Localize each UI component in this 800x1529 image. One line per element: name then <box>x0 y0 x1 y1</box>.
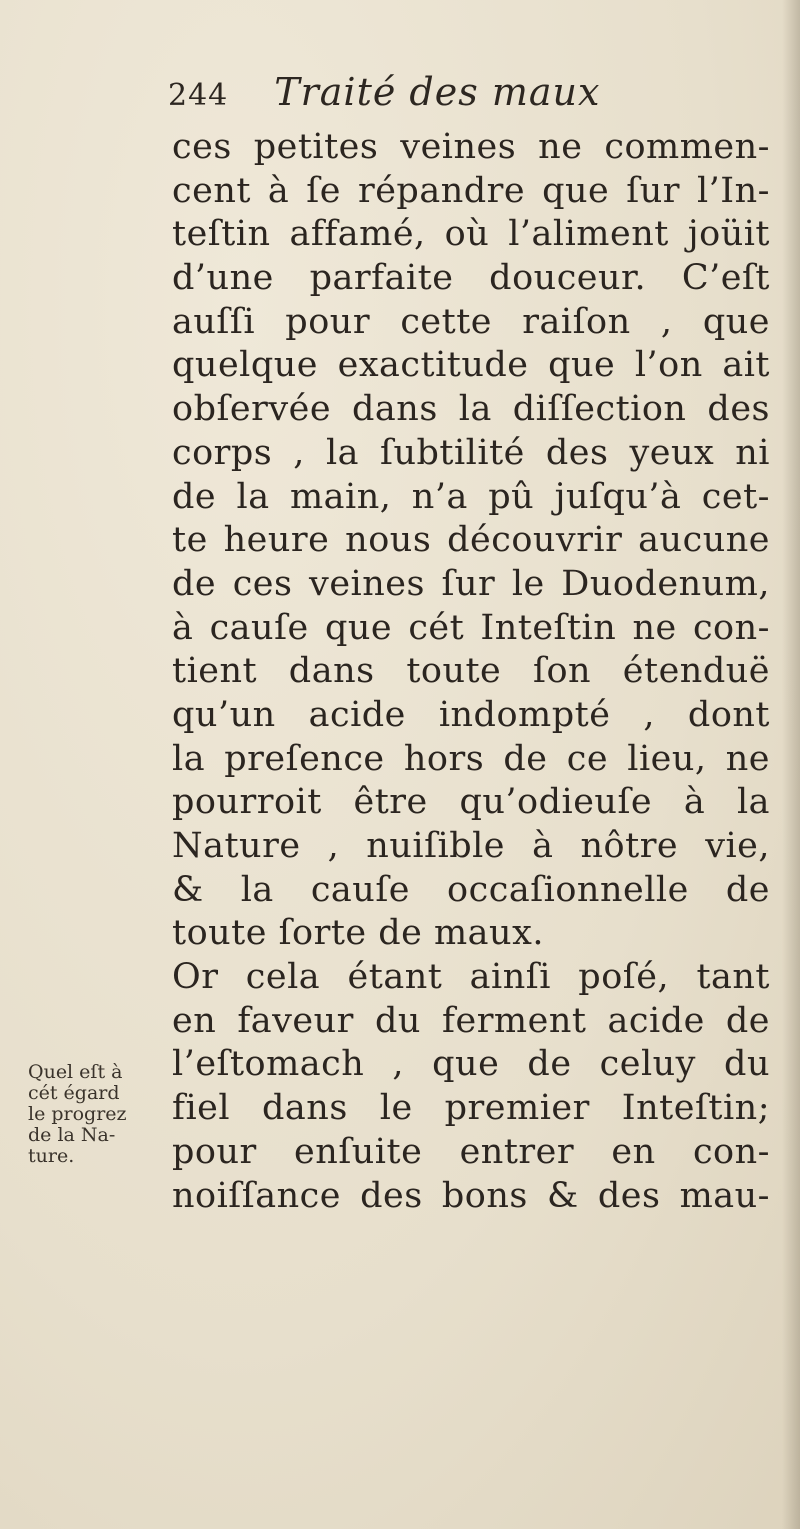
text-line: obſervée dans la diſſection des <box>172 389 770 430</box>
text-line: tient dans toute ſon étenduë <box>172 651 770 692</box>
text-line: de la main, n’a pû juſqu’à cet- <box>172 476 770 517</box>
text-line: à cauſe que cét Inteſtin ne con- <box>172 607 770 648</box>
text-line: ces petites veines ne commen- <box>172 127 770 167</box>
text-line: d’une parfaite douceur. C’eſt <box>172 258 770 299</box>
text-line: fiel dans le premier Inteſtin; <box>172 1088 770 1129</box>
text-line: & la cauſe occaſionnelle de <box>172 869 770 910</box>
text-line: noiſſance des bons & des mau- <box>172 1175 770 1216</box>
text-line: en faveur du ferment acide de <box>172 1000 770 1041</box>
page-number: 244 <box>168 78 229 113</box>
page-header <box>168 70 600 120</box>
text-line: Or cela étant ainſi poſé, tant <box>172 957 770 998</box>
text-line: pourroit être qu’odieuſe à la <box>172 782 770 823</box>
text-line: pour enſuite entrer en con- <box>172 1131 770 1172</box>
body-text <box>172 126 770 1218</box>
running-title: Traité des maux <box>274 70 601 114</box>
text-line: qu’un acide indompté , dont <box>172 694 770 735</box>
text-line: cent à ſe répandre que ſur l’In- <box>172 170 770 211</box>
text-line: la preſence hors de ce lieu, ne <box>172 738 770 779</box>
margin-note-line: de la Na- <box>28 1124 116 1146</box>
text-line: teſtin affamé, où l’aliment joüit <box>172 214 770 255</box>
margin-note-line: cét égard <box>28 1082 120 1104</box>
text-line: toute ſorte de maux. <box>172 913 544 954</box>
text-line: Nature , nuiſible à nôtre vie, <box>172 826 770 866</box>
margin-note <box>28 1062 158 1167</box>
margin-note-line: Quel eſt à <box>28 1061 123 1083</box>
text-line: auſſi pour cette raiſon , que <box>172 301 770 342</box>
margin-note-line: ture. <box>28 1145 75 1167</box>
text-line: te heure nous découvrir aucune <box>172 520 770 561</box>
text-line: l’eſtomach , que de celuy du <box>172 1044 770 1085</box>
text-line: de ces veines ſur le Duodenum, <box>172 563 770 604</box>
text-line: corps , la ſubtilité des yeux ni <box>172 432 770 473</box>
page-edge-shadow <box>782 0 800 1529</box>
text-line: quelque exactitude que l’on ait <box>172 345 770 386</box>
margin-note-line: le progrez <box>28 1103 127 1125</box>
